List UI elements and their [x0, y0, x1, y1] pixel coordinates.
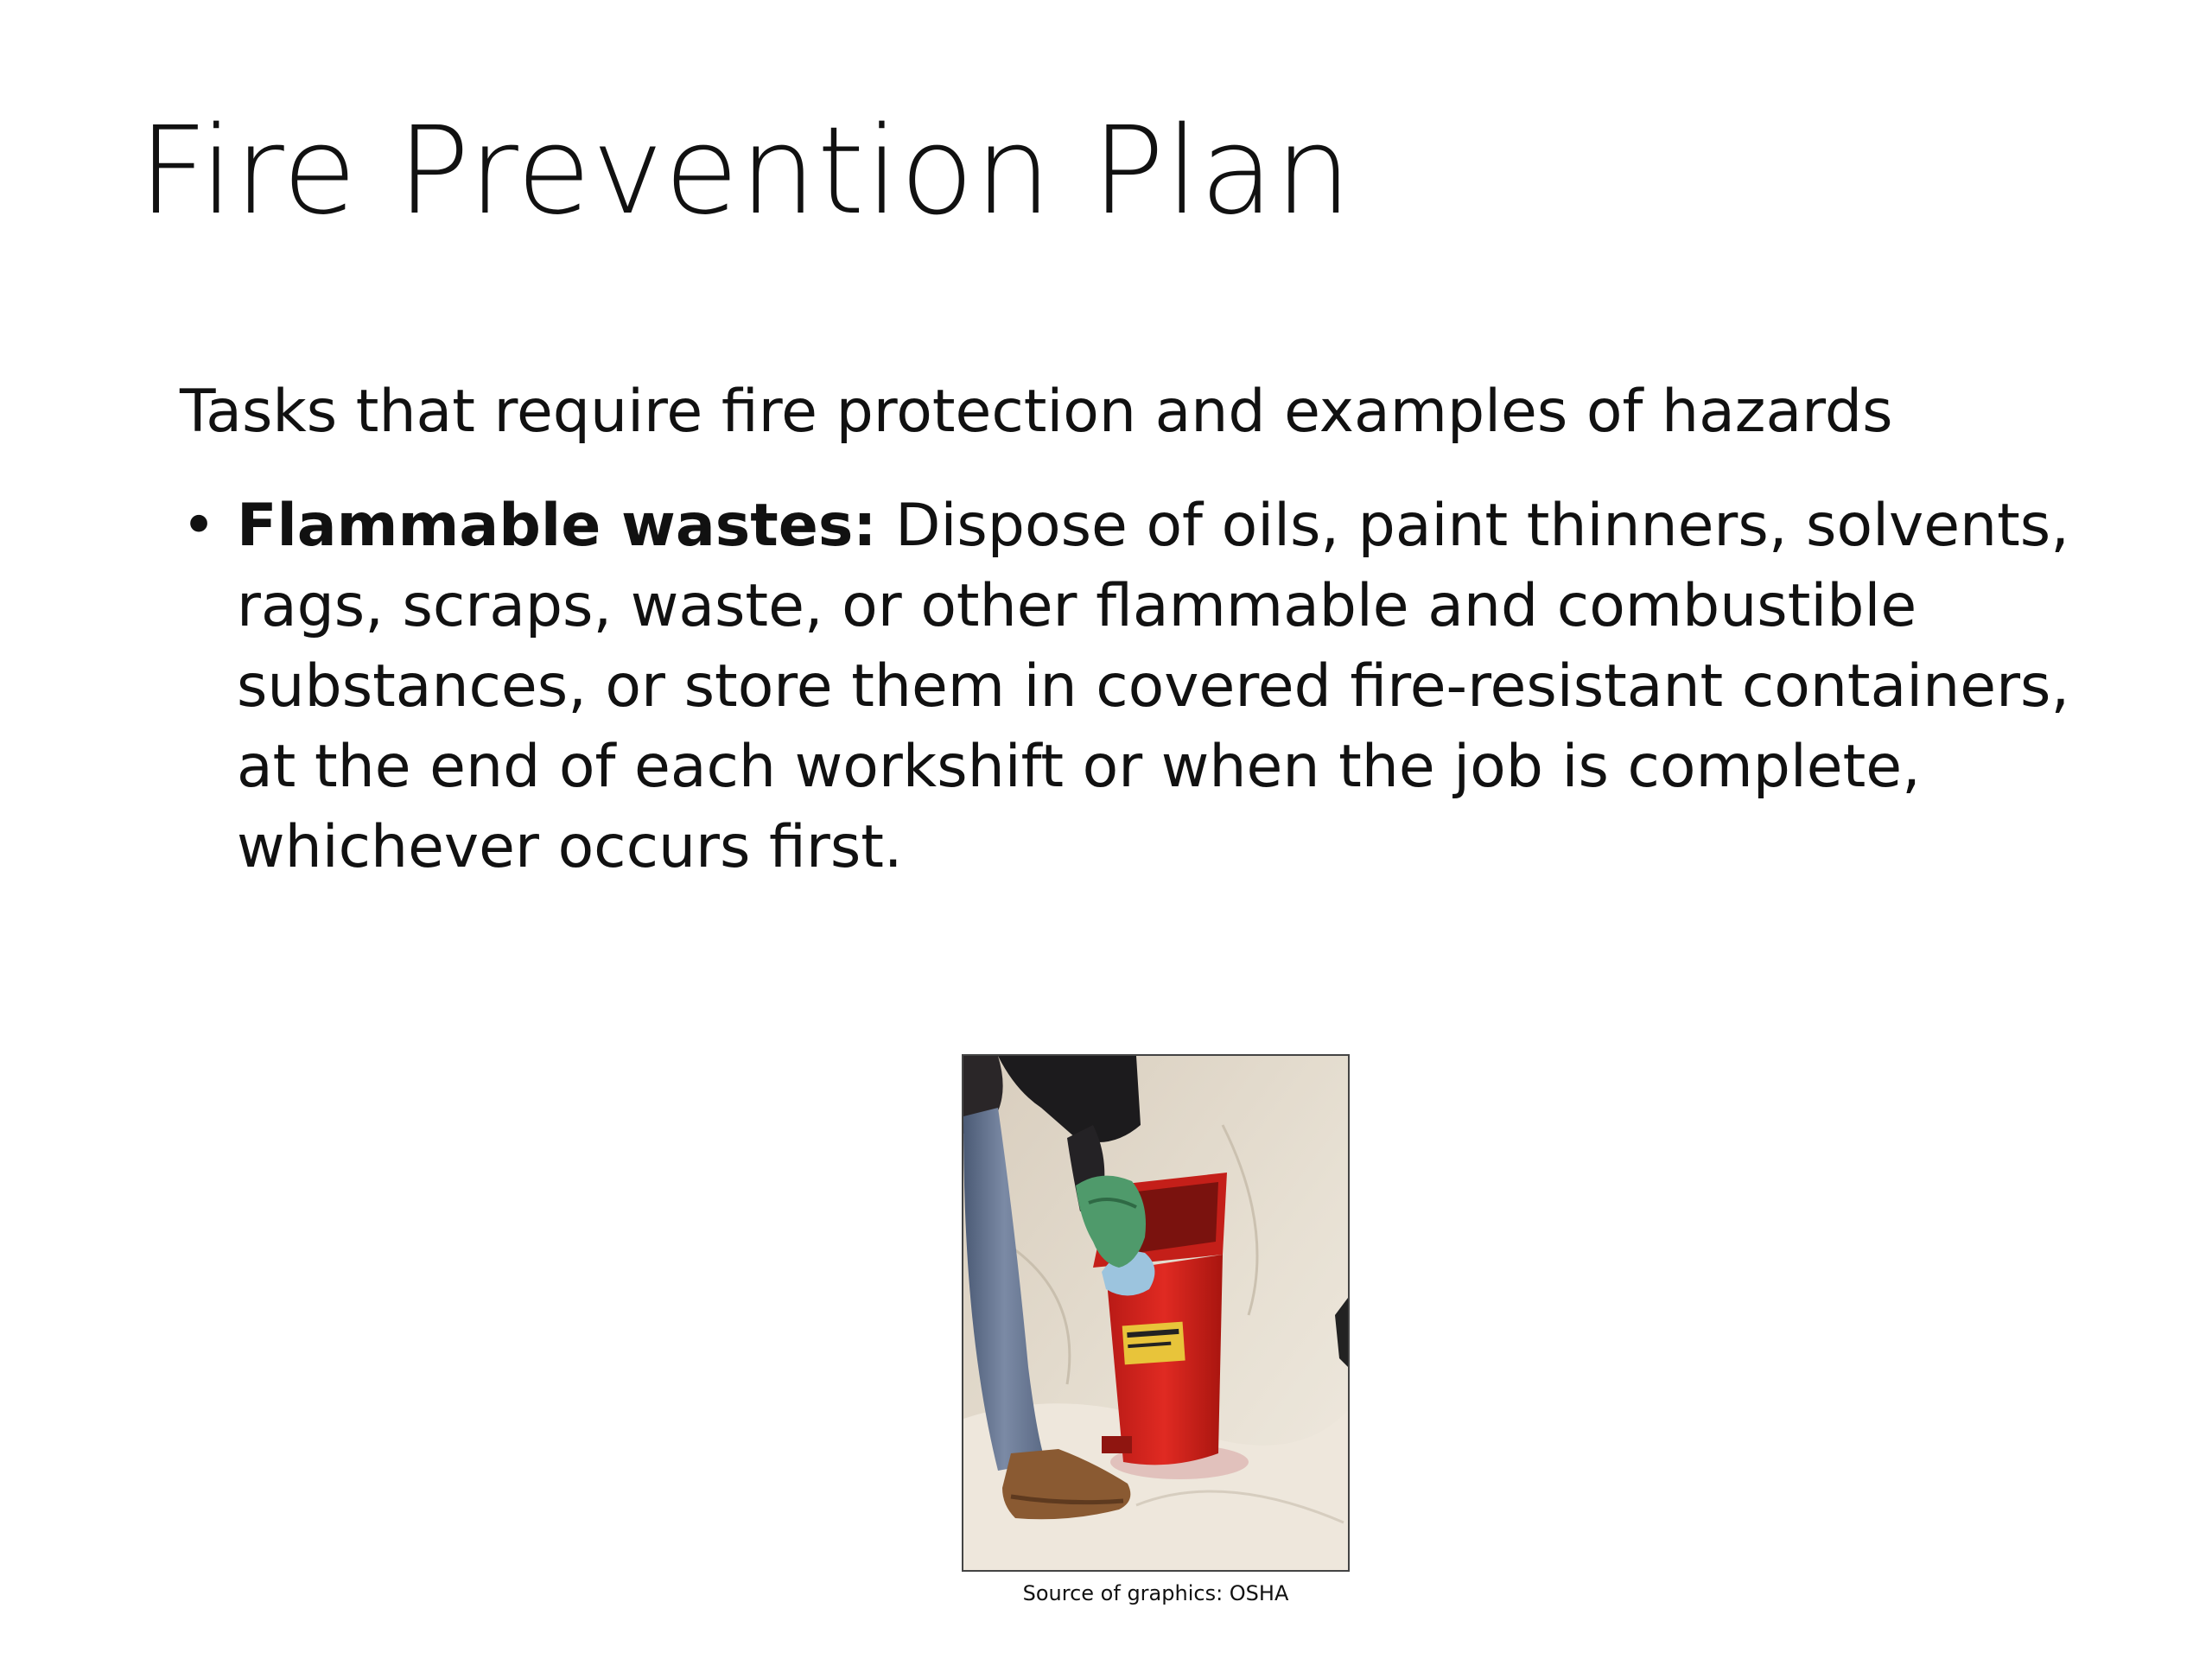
- slide-title: Fire Prevention Plan: [138, 101, 1353, 242]
- bullet-text: Dispose of oils, paint thinners, solvents, rags, scraps, waste, or other flammable and combustible substances, or store them in covered fire-resistant containers, at the end of each workshift or when the job is complete, whichever occurs first.: [237, 492, 2070, 881]
- bullet-term: Flammable wastes:: [237, 492, 877, 560]
- slide-intro: Tasks that require fire protection and examples of hazards: [180, 378, 1893, 446]
- image-caption: Source of graphics: OSHA: [1022, 1581, 1289, 1605]
- bullet-list: [180, 486, 2115, 887]
- bullet-item-flammable-wastes: [180, 486, 2115, 887]
- oily-rag-container-photo: [962, 1054, 1350, 1572]
- photo-illustration: [963, 1056, 1348, 1570]
- bullet-dot-icon: •: [181, 492, 217, 560]
- foot-pedal: [1102, 1436, 1132, 1453]
